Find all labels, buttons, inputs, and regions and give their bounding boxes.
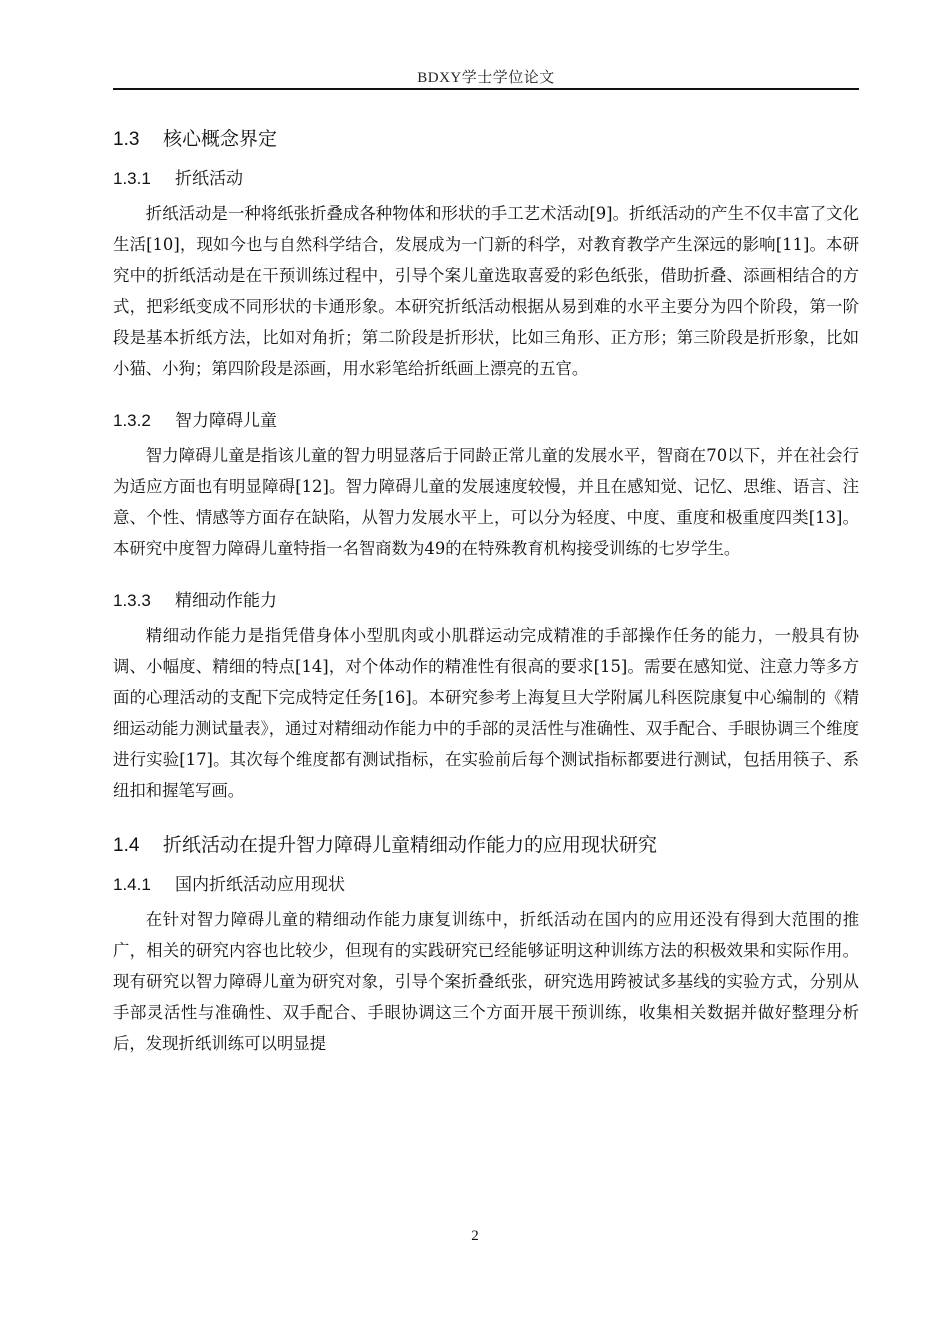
subsection-heading-1-3-3 bbox=[113, 582, 859, 620]
running-header: BDXY学士学位论文 bbox=[417, 70, 555, 86]
subsection-number: 1.4.1 bbox=[113, 875, 151, 894]
subsection-title: 精细动作能力 bbox=[175, 591, 277, 611]
subsection-heading-1-3-1 bbox=[113, 160, 859, 198]
section-number: 1.4 bbox=[113, 835, 140, 856]
subsection-title: 国内折纸活动应用现状 bbox=[175, 875, 345, 895]
subsection-title: 折纸活动 bbox=[175, 169, 243, 189]
paragraph-fine-motor-definition: 精细动作能力是指凭借身体小型肌肉或小肌群运动完成精准的手部操作任务的能力，一般具有协调、小幅度、精细的特点[14]，对个体动作的精准性有很高的要求[15]。需要在感知觉、注意力等多方面的心理活动的支配下完成特定任务[16]。本研究参考上海复旦大学附属儿科医院康复中心编制的《精细运动能力测试量表》，通过对精细动作能力中的手部的灵活性与准确性、双手配合、手眼协调三个维度进行实验[17]。其次每个维度都有测试指标，在实验前后每个测试指标都要进行测试，包括用筷子、系纽扣和握笔写画。 bbox=[113, 626, 859, 800]
section-heading-1-4 bbox=[113, 824, 859, 866]
subsection-heading-1-4-1 bbox=[113, 866, 859, 904]
section-number: 1.3 bbox=[113, 129, 140, 150]
subsection-number: 1.3.1 bbox=[113, 169, 151, 188]
section-heading-1-3 bbox=[113, 118, 859, 160]
subsection-number: 1.3.2 bbox=[113, 411, 151, 430]
page-body bbox=[113, 118, 859, 1077]
subsection-number: 1.3.3 bbox=[113, 591, 151, 610]
section-title: 折纸活动在提升智力障碍儿童精细动作能力的应用现状研究 bbox=[163, 834, 658, 856]
paragraph-intellectual-disability-definition: 智力障碍儿童是指该儿童的智力明显落后于同龄正常儿童的发展水平，智商在70以下，并在社会行为适应方面也有明显障碍[12]。智力障碍儿童的发展速度较慢，并且在感知觉、记忆、思维、语言、注意、个性、情感等方面存在缺陷，从智力发展水平上，可以分为轻度、中度、重度和极重度四类[13]。本研究中度智力障碍儿童特指一名智商数为49的在特殊教育机构接受训练的七岁学生。 bbox=[113, 446, 859, 558]
header-rule bbox=[113, 88, 859, 90]
subsection-heading-1-3-2 bbox=[113, 402, 859, 440]
paragraph-origami-definition: 折纸活动是一种将纸张折叠成各种物体和形状的手工艺术活动[9]。折纸活动的产生不仅丰富了文化生活[10]，现如今也与自然科学结合，发展成为一门新的科学，对教育教学产生深远的影响[11]。本研究中的折纸活动是在干预训练过程中，引导个案儿童选取喜爱的彩色纸张，借助折叠、添画相结合的方式，把彩纸变成不同形状的卡通形象。本研究折纸活动根据从易到难的水平主要分为四个阶段，第一阶段是基本折纸方法，比如对角折；第二阶段是折形状，比如三角形、正方形；第三阶段是折形象，比如小猫、小狗；第四阶段是添画，用水彩笔给折纸画上漂亮的五官。 bbox=[113, 204, 859, 378]
page-number: 2 bbox=[471, 1228, 479, 1244]
subsection-title: 智力障碍儿童 bbox=[175, 411, 277, 431]
paragraph-domestic-application: 在针对智力障碍儿童的精细动作能力康复训练中，折纸活动在国内的应用还没有得到大范围的推广，相关的研究内容也比较少，但现有的实践研究已经能够证明这种训练方法的积极效果和实际作用。现有研究以智力障碍儿童为研究对象，引导个案折叠纸张，研究选用跨被试多基线的实验方式，分别从手部灵活性与准确性、双手配合、手眼协调这三个方面开展干预训练，收集相关数据并做好整理分析后，发现折纸训练可以明显提 bbox=[113, 910, 859, 1053]
section-title: 核心概念界定 bbox=[163, 128, 278, 150]
